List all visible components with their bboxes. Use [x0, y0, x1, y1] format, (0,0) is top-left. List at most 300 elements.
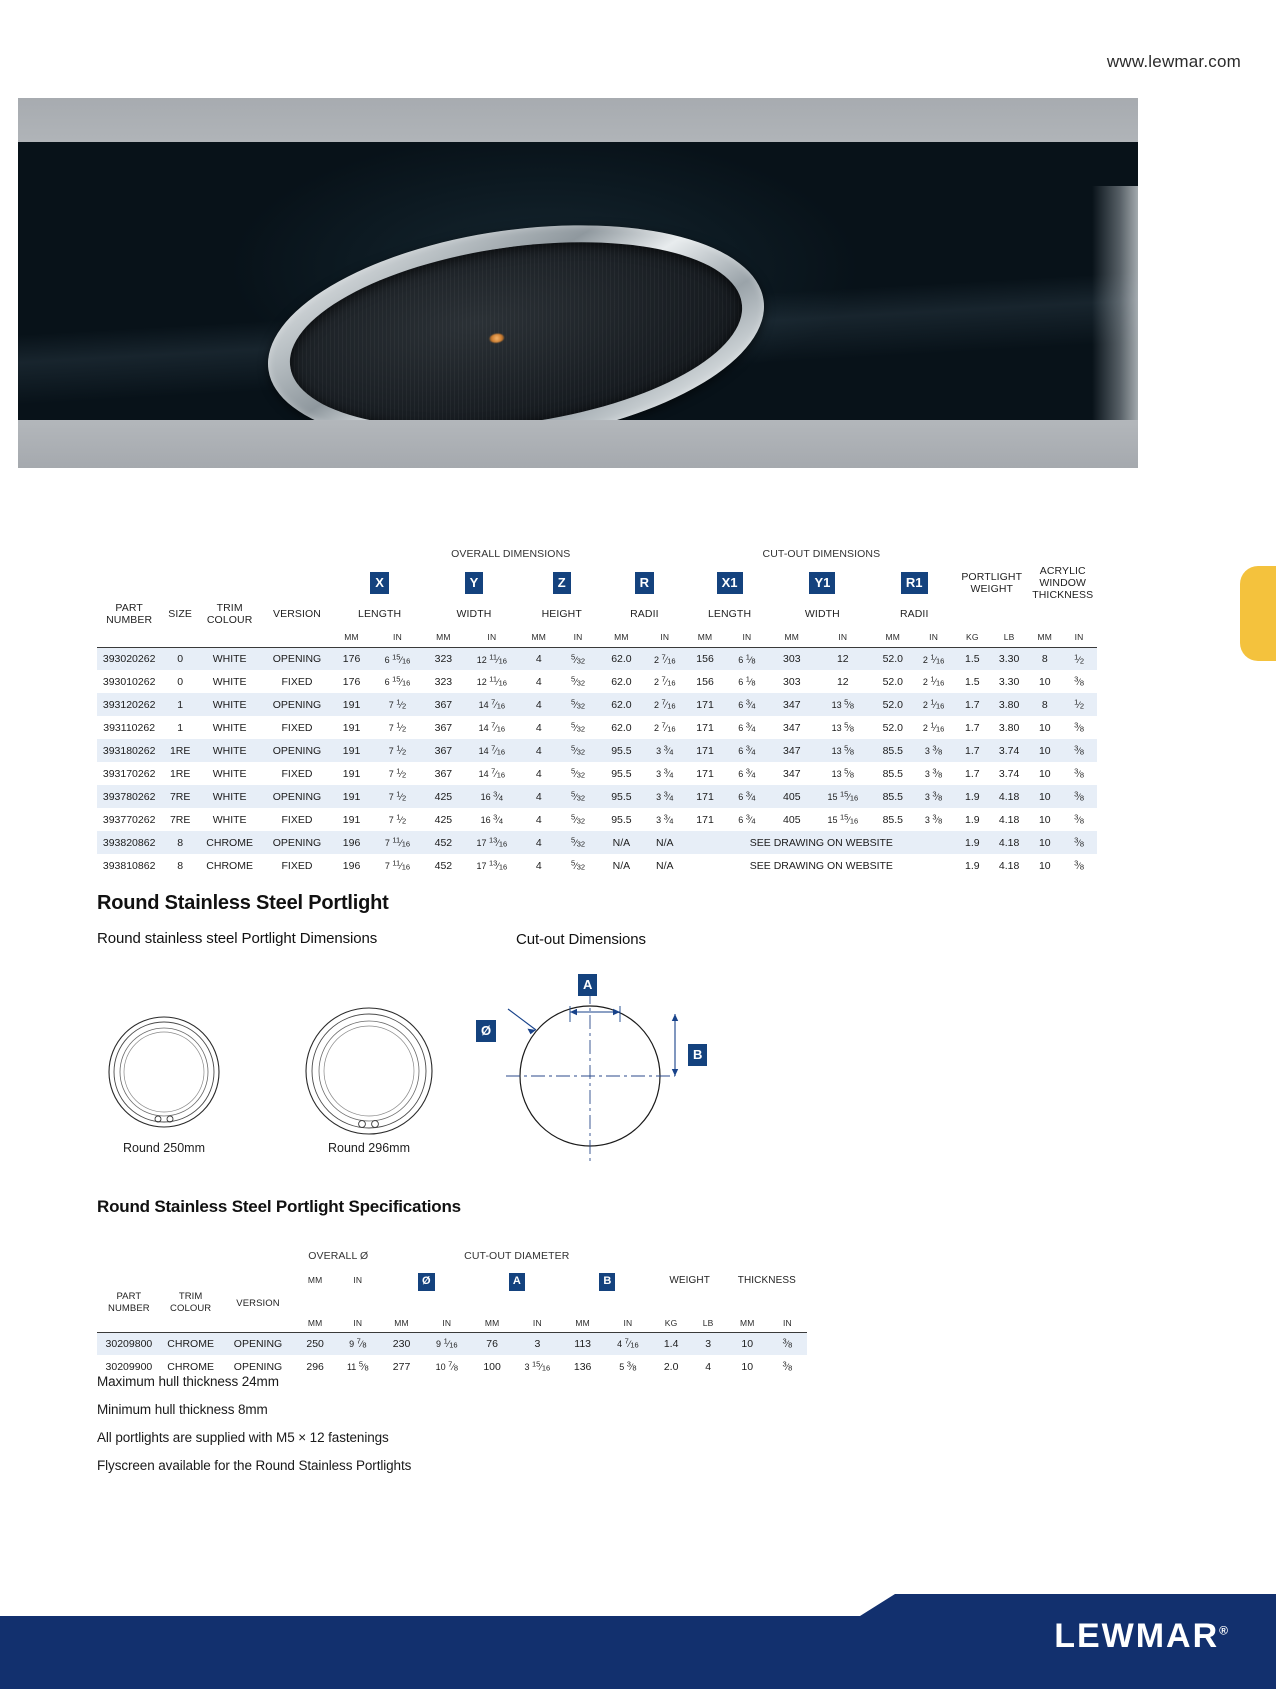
table-row	[97, 785, 1097, 808]
hero-hull-photo	[18, 142, 1138, 420]
cell-trim-colour: WHITE	[212, 721, 247, 734]
cell-version: OPENING	[260, 831, 333, 854]
cell-dia-in: 9 $^1⁄_{16}$	[422, 1332, 471, 1355]
cell-y-mm: 367	[426, 693, 462, 716]
cell-acrylic-mm: 10	[1028, 831, 1061, 854]
portlight-highlight	[488, 333, 504, 344]
cell-weight-lb: 3.80	[998, 721, 1020, 734]
cell-r-mm: 62.0	[601, 693, 642, 716]
cell-x-in: 6 $^{15}⁄_{16}$	[369, 647, 425, 670]
cell-y-mm: 452	[434, 859, 453, 872]
header-part-number: PART NUMBER	[106, 601, 153, 627]
cell-weight-lb: 4.18	[998, 859, 1020, 872]
unit-x1-mm: MM	[697, 631, 713, 642]
cell-r-mm: N/A	[601, 831, 642, 854]
cell-version: OPENING	[260, 785, 333, 808]
cell-acrylic-in: $^3⁄_8$	[1074, 767, 1084, 780]
cell-acrylic-mm: 8	[1028, 693, 1061, 716]
table-row	[97, 716, 1097, 739]
round-unit-dia-in: IN	[442, 1318, 452, 1329]
cell-r1-in: 3 $^3⁄_8$	[912, 739, 955, 762]
cell-x1-mm: 171	[688, 693, 723, 716]
portlight-glass	[278, 216, 754, 454]
cell-weight-lb: 4.18	[998, 813, 1020, 826]
page-section-tab	[1240, 566, 1276, 661]
cell-r-mm: 62.0	[601, 647, 642, 670]
cell-size: 7RE	[161, 785, 199, 808]
cell-y-in: 17 $^{13}⁄_{16}$	[461, 831, 522, 854]
hero-top-band	[18, 98, 1138, 142]
notes-list	[97, 1374, 411, 1486]
cell-r-in: N/A	[656, 859, 674, 872]
cell-thickness-in: $^3⁄_8$	[782, 1359, 793, 1373]
cell-dia-in: 10 $^7⁄_8$	[435, 1359, 458, 1373]
round-unit-b-mm: MM	[575, 1318, 590, 1329]
cell-y1-mm: 347	[771, 739, 812, 762]
cell-x-in: 7 $^1⁄_2$	[369, 739, 425, 762]
cell-y1-in: 12	[812, 647, 873, 670]
note-item: Minimum hull thickness 8mm	[97, 1402, 268, 1417]
cell-dia-mm: 277	[392, 1360, 411, 1373]
cell-r-mm: 95.5	[611, 813, 632, 826]
unit-weight-kg: KG	[966, 631, 979, 642]
cell-trim-colour: WHITE	[199, 785, 260, 808]
table-row	[97, 808, 1097, 831]
cell-weight-lb: 3.74	[998, 767, 1020, 780]
cell-x-mm: 196	[342, 859, 361, 872]
cell-r-in: N/A	[642, 831, 688, 854]
cell-part-number: 393820862	[97, 831, 161, 854]
badge-r: R	[635, 572, 654, 594]
cell-part-number: 393110262	[103, 721, 156, 734]
cell-acrylic-in: $^3⁄_8$	[1061, 739, 1097, 762]
cell-acrylic-mm: 10	[1038, 721, 1051, 734]
header-y1-width: WIDTH	[804, 608, 840, 621]
cell-weight-kg: 1.7	[955, 693, 990, 716]
cell-round-lb: 3	[690, 1332, 727, 1355]
badge-z: Z	[553, 572, 571, 594]
cell-version: FIXED	[281, 767, 313, 780]
cell-z-mm: 4	[535, 859, 542, 872]
cell-round-trim: CHROME	[167, 1360, 214, 1373]
cell-y-in: 14 $^7⁄_{16}$	[461, 693, 522, 716]
unit-x1-in: IN	[742, 631, 752, 642]
cell-z-in: $^5⁄_{32}$	[571, 813, 586, 826]
cell-z-in: $^5⁄_{32}$	[555, 693, 601, 716]
cell-x-in: 6 $^{15}⁄_{16}$	[384, 675, 411, 688]
cell-y-in: 17 $^{13}⁄_{16}$	[476, 859, 508, 872]
cell-part-number: 393010262	[102, 675, 156, 688]
badge-row	[97, 565, 1097, 601]
cell-r-in: 2 $^7⁄_{16}$	[642, 647, 688, 670]
lewmar-logo	[1054, 1617, 1228, 1656]
unit-weight-lb: LB	[1003, 631, 1015, 642]
cell-y1-in: 12	[836, 675, 849, 688]
cell-y-in: 12 $^{11}⁄_{16}$	[476, 675, 507, 688]
cell-y1-mm: 405	[783, 813, 801, 826]
cell-r1-in: 2 $^1⁄_{16}$	[912, 693, 955, 716]
round-unit-kg: KG	[664, 1318, 678, 1329]
cell-r1-mm: 52.0	[882, 721, 903, 734]
round-label-row	[97, 1291, 807, 1315]
cell-y-in: 14 $^7⁄_{16}$	[478, 767, 506, 780]
round-unit-a-in: IN	[532, 1318, 542, 1329]
cell-thickness-in: $^3⁄_8$	[768, 1332, 807, 1355]
unit-acrylic-mm: MM	[1037, 631, 1053, 642]
website-url: www.lewmar.com	[1106, 52, 1241, 71]
cell-y-mm: 367	[434, 767, 453, 780]
cell-y-mm: 367	[426, 739, 462, 762]
cell-trim-colour: CHROME	[206, 859, 253, 872]
round-unit-2-in: IN	[353, 1318, 363, 1329]
cell-r1-in: 3 $^3⁄_8$	[912, 785, 955, 808]
round-dimensions-subtitle: Round stainless steel Portlight Dimensions	[97, 930, 378, 947]
cell-a-in: 3 $^{15}⁄_{16}$	[524, 1359, 551, 1373]
main-table-body	[97, 647, 1097, 877]
cell-z-in: $^5⁄_{32}$	[555, 785, 601, 808]
cell-dia-mm: 230	[381, 1332, 422, 1355]
table-row	[97, 739, 1097, 762]
cell-acrylic-in: $^3⁄_8$	[1074, 859, 1084, 872]
registered-mark: ®	[1219, 1623, 1228, 1638]
round-250mm-drawing	[100, 1008, 228, 1136]
cell-y-mm: 323	[434, 675, 453, 688]
cell-r-in: 2 $^7⁄_{16}$	[653, 675, 676, 688]
cell-y1-mm: 347	[783, 721, 801, 734]
round-header-part-number: PART NUMBER	[108, 1291, 150, 1314]
cell-x1-mm: 156	[688, 647, 723, 670]
cell-trim-colour: WHITE	[199, 739, 260, 762]
cell-acrylic-mm: 10	[1028, 739, 1061, 762]
cell-part-number: 393170262	[102, 767, 156, 780]
diagram-badge-diameter: Ø	[476, 1020, 496, 1042]
cell-weight-kg: 1.9	[955, 785, 990, 808]
cell-r-mm: 95.5	[611, 767, 632, 780]
cell-r-in: 2 $^7⁄_{16}$	[653, 721, 676, 734]
table-row	[97, 693, 1097, 716]
cell-weight-lb: 3.30	[990, 647, 1029, 670]
cell-size: 0	[161, 647, 199, 670]
round-unit-dia-mm: MM	[394, 1318, 409, 1329]
cell-r-in: 3 $^3⁄_4$	[656, 767, 674, 780]
cell-trim-colour: WHITE	[199, 647, 260, 670]
fig-caption-296: Round 296mm	[328, 1141, 410, 1155]
cell-y-in: 14 $^7⁄_{16}$	[478, 721, 506, 734]
cell-od-in: 11 $^5⁄_8$	[346, 1359, 369, 1373]
cell-acrylic-in: $^3⁄_8$	[1074, 721, 1084, 734]
cell-size: 1RE	[161, 739, 199, 762]
cell-see-drawing: SEE DRAWING ON WEBSITE	[688, 831, 955, 854]
cell-x1-mm: 171	[688, 785, 723, 808]
cell-x-in: 7 $^1⁄_2$	[369, 693, 425, 716]
cell-version: OPENING	[260, 647, 333, 670]
cell-x1-mm: 171	[696, 767, 714, 780]
cell-weight-kg: 1.9	[955, 831, 990, 854]
table-row	[97, 1332, 807, 1355]
table-row	[97, 854, 1097, 877]
cell-weight-lb: 4.18	[990, 831, 1029, 854]
cell-acrylic-mm: 10	[1038, 675, 1051, 688]
cell-see-drawing: SEE DRAWING ON WEBSITE	[749, 859, 893, 872]
column-label-row	[97, 601, 1097, 627]
cell-z-mm: 4	[522, 693, 555, 716]
cell-x1-in: 6 $^3⁄_4$	[738, 767, 756, 780]
cell-acrylic-in: $^3⁄_8$	[1074, 813, 1084, 826]
cell-acrylic-in: $^3⁄_8$	[1061, 831, 1097, 854]
round-unit-th-in: IN	[782, 1318, 792, 1329]
cell-y-in: 16 $^3⁄_4$	[461, 785, 522, 808]
cell-x-mm: 191	[334, 785, 370, 808]
cell-x-mm: 176	[334, 647, 370, 670]
cell-z-in: $^5⁄_{32}$	[555, 647, 601, 670]
cell-part-number: 393120262	[97, 693, 161, 716]
cell-r1-in: 2 $^1⁄_{16}$	[922, 721, 945, 734]
header-y-width: WIDTH	[456, 608, 492, 621]
round-296mm-drawing	[296, 998, 442, 1144]
round-unit-th-mm: MM	[739, 1318, 755, 1329]
round-portlight-spec-table	[97, 1243, 807, 1378]
cell-size: 1	[177, 721, 184, 734]
cell-z-in: $^5⁄_{32}$	[555, 831, 601, 854]
cell-size: 1RE	[169, 767, 191, 780]
cell-b-mm: 113	[562, 1332, 603, 1355]
cell-z-in: $^5⁄_{32}$	[571, 767, 586, 780]
cell-size: 0	[177, 675, 184, 688]
round-header-trim-colour: TRIM COLOUR	[170, 1291, 212, 1314]
note-item: Flyscreen available for the Round Stainless Portlights	[97, 1458, 412, 1473]
diagram-badge-b: B	[688, 1044, 707, 1066]
cell-x1-in: 6 $^3⁄_4$	[738, 813, 756, 826]
cell-r-mm: N/A	[612, 859, 631, 872]
cell-y1-in: 13 $^5⁄_8$	[831, 767, 854, 780]
cell-z-mm: 4	[535, 721, 542, 734]
cell-weight-kg: 1.9	[965, 859, 980, 872]
header-size: SIZE	[168, 608, 193, 621]
hero-product-photo	[18, 98, 1138, 468]
header-z-height: HEIGHT	[541, 608, 582, 621]
cell-acrylic-mm: 10	[1028, 785, 1061, 808]
unit-y1-mm: MM	[784, 631, 800, 642]
cell-z-mm: 4	[522, 785, 555, 808]
badge-y: Y	[465, 572, 484, 594]
cell-x1-mm: 156	[696, 675, 714, 688]
cell-weight-lb: 4.18	[990, 785, 1029, 808]
cell-size: 1	[161, 693, 199, 716]
header-r1-radii: RADII	[899, 608, 929, 621]
cell-version: OPENING	[260, 739, 333, 762]
round-header-version: VERSION	[236, 1297, 280, 1309]
cell-r1-mm: 52.0	[882, 675, 903, 688]
cell-r1-mm: 85.5	[873, 785, 912, 808]
cell-z-in: $^5⁄_{32}$	[555, 739, 601, 762]
cell-z-mm: 4	[535, 813, 542, 826]
cell-acrylic-in: $^1⁄_2$	[1061, 647, 1097, 670]
cell-x1-in: 6 $^3⁄_4$	[738, 721, 756, 734]
cell-r1-mm: 52.0	[873, 693, 912, 716]
cell-r-in: 3 $^3⁄_4$	[656, 813, 674, 826]
cell-y1-mm: 405	[771, 785, 812, 808]
cell-weight-kg: 1.7	[955, 739, 990, 762]
cell-x1-mm: 171	[696, 721, 714, 734]
cell-z-in: $^5⁄_{32}$	[571, 675, 586, 688]
group-overall-diameter: OVERALL Ø	[308, 1250, 369, 1262]
cell-y-mm: 452	[426, 831, 462, 854]
cell-y-mm: 425	[434, 813, 453, 826]
hero-bottom-band	[18, 420, 1138, 468]
cell-x-mm: 191	[334, 693, 370, 716]
cell-r1-in: 3 $^3⁄_8$	[924, 813, 943, 826]
cell-version: OPENING	[260, 693, 333, 716]
cell-version: FIXED	[281, 721, 313, 734]
cell-y1-in: 13 $^5⁄_8$	[812, 739, 873, 762]
cell-trim-colour: WHITE	[212, 767, 247, 780]
cell-weight-lb: 3.80	[990, 693, 1029, 716]
cell-acrylic-in: $^3⁄_8$	[1061, 785, 1097, 808]
cell-x-mm: 196	[334, 831, 370, 854]
unit-z-mm: MM	[531, 631, 547, 642]
cell-x1-in: 6 $^1⁄_8$	[738, 675, 756, 688]
cell-b-in: 5 $^3⁄_8$	[619, 1359, 637, 1373]
cell-x-in: 7 $^{11}⁄_{16}$	[384, 859, 411, 872]
cell-x-in: 7 $^{11}⁄_{16}$	[369, 831, 425, 854]
cell-y-in: 16 $^3⁄_4$	[480, 813, 504, 826]
table-row	[97, 670, 1097, 693]
cell-a-mm: 76	[472, 1332, 513, 1355]
cell-weight-lb: 3.74	[990, 739, 1029, 762]
cell-acrylic-mm: 8	[1028, 647, 1061, 670]
cell-z-mm: 4	[522, 831, 555, 854]
cell-round-lb: 4	[705, 1360, 712, 1373]
cell-r1-in: 3 $^3⁄_8$	[924, 767, 943, 780]
cell-part-number: 393180262	[97, 739, 161, 762]
cell-y1-mm: 303	[771, 647, 812, 670]
cell-x-mm: 191	[342, 813, 361, 826]
header-trim-colour: TRIM COLOUR	[206, 601, 253, 627]
unit-x-in: IN	[393, 631, 402, 642]
cell-r1-mm: 52.0	[873, 647, 912, 670]
cell-x-mm: 176	[342, 675, 361, 688]
fig-caption-250: Round 250mm	[123, 1141, 205, 1155]
cutout-dimension-diagram	[470, 966, 740, 1186]
cell-weight-kg: 1.5	[955, 647, 990, 670]
cell-b-in: 4 $^7⁄_{16}$	[603, 1332, 652, 1355]
round-header-thickness: THICKNESS	[737, 1274, 796, 1286]
cell-x1-mm: 171	[696, 813, 714, 826]
unit-r-mm: MM	[614, 631, 629, 642]
group-overall-dimensions: OVERALL DIMENSIONS	[451, 548, 571, 560]
cell-y1-in: 13 $^5⁄_8$	[831, 721, 854, 734]
badge-y1: Y1	[809, 572, 835, 594]
cell-weight-lb: 3.30	[998, 675, 1020, 688]
round-group-header-row	[97, 1243, 807, 1269]
table-row	[97, 762, 1097, 785]
header-acrylic-thickness: ACRYLIC WINDOW THICKNESS	[1032, 565, 1094, 602]
cell-y1-in: 13 $^5⁄_8$	[812, 693, 873, 716]
cell-r1-mm: 85.5	[882, 813, 903, 826]
cell-size: 8	[161, 831, 199, 854]
round-unit-od-in: IN	[353, 1275, 363, 1285]
cell-z-mm: 4	[522, 739, 555, 762]
cell-r-mm: 95.5	[601, 739, 642, 762]
table-row	[97, 647, 1097, 670]
group-header-row	[97, 543, 1097, 565]
cell-x1-in: 6 $^3⁄_4$	[722, 693, 771, 716]
round-unit-od-mm: MM	[307, 1275, 323, 1285]
cell-acrylic-mm: 10	[1038, 859, 1051, 872]
unit-r1-in: IN	[929, 631, 939, 642]
cell-part-number: 393810862	[102, 859, 156, 872]
round-table-title: Round Stainless Steel Portlight Specifications	[97, 1197, 461, 1216]
badge-x1: X1	[717, 572, 743, 594]
cell-weight-kg: 1.9	[965, 813, 980, 826]
cell-part-number: 393780262	[97, 785, 161, 808]
cell-y-mm: 323	[426, 647, 462, 670]
header-x1-length: LENGTH	[707, 608, 752, 621]
cell-r-mm: 95.5	[601, 785, 642, 808]
round-badge-b: B	[599, 1273, 615, 1291]
header-x-length: LENGTH	[358, 608, 402, 621]
cutout-dimensions-subtitle: Cut-out Dimensions	[516, 931, 646, 948]
group-cutout-dimensions: CUT-OUT DIMENSIONS	[762, 548, 881, 560]
round-badge-diameter: Ø	[418, 1273, 435, 1291]
unit-y-in: IN	[487, 631, 497, 642]
cell-acrylic-mm: 10	[1038, 813, 1051, 826]
cell-y-in: 14 $^7⁄_{16}$	[461, 739, 522, 762]
cell-x-in: 7 $^1⁄_2$	[388, 813, 407, 826]
cell-r-in: 3 $^3⁄_4$	[642, 785, 688, 808]
cell-part-number: 393770262	[102, 813, 156, 826]
round-unit-2-mm: MM	[307, 1318, 323, 1329]
group-cutout-diameter: CUT-OUT DIAMETER	[464, 1250, 570, 1262]
cell-z-in: $^5⁄_{32}$	[571, 859, 586, 872]
header-portlight-weight: PORTLIGHT WEIGHT	[961, 571, 1023, 596]
header-version: VERSION	[273, 608, 321, 621]
cell-weight-kg: 1.5	[965, 675, 980, 688]
round-unit-lb: LB	[702, 1318, 714, 1329]
unit-r1-mm: MM	[885, 631, 901, 642]
cell-acrylic-mm: 10	[1038, 767, 1051, 780]
unit-y1-in: IN	[838, 631, 848, 642]
cell-round-version: OPENING	[220, 1332, 295, 1355]
cell-x1-in: 6 $^3⁄_4$	[722, 785, 771, 808]
cell-z-in: $^5⁄_{32}$	[571, 721, 586, 734]
cell-acrylic-in: $^3⁄_8$	[1074, 675, 1084, 688]
cell-round-trim: CHROME	[161, 1332, 221, 1355]
cell-x-mm: 191	[342, 767, 361, 780]
brand-name: LEWMAR	[1054, 1617, 1220, 1655]
cell-x-mm: 191	[342, 721, 361, 734]
cell-a-in: 3	[513, 1332, 562, 1355]
cell-a-mm: 100	[483, 1360, 501, 1373]
cell-x-in: 7 $^1⁄_2$	[388, 721, 407, 734]
cell-acrylic-in: $^1⁄_2$	[1061, 693, 1097, 716]
cell-size: 8	[177, 859, 184, 872]
round-header-weight: WEIGHT	[669, 1274, 710, 1286]
cell-z-mm: 4	[522, 647, 555, 670]
cell-version: FIXED	[281, 675, 313, 688]
cell-part-number: 393020262	[97, 647, 161, 670]
oval-portlight-spec-table	[97, 543, 1097, 877]
unit-row	[97, 627, 1097, 647]
cell-trim-colour: WHITE	[199, 693, 260, 716]
cell-y1-mm: 347	[783, 767, 801, 780]
unit-y-mm: MM	[436, 631, 451, 642]
cell-od-mm: 250	[296, 1332, 335, 1355]
unit-r-in: IN	[660, 631, 670, 642]
cell-round-part-number: 30209900	[105, 1360, 153, 1373]
round-unit-a-mm: MM	[484, 1318, 500, 1329]
badge-x: X	[370, 572, 389, 594]
